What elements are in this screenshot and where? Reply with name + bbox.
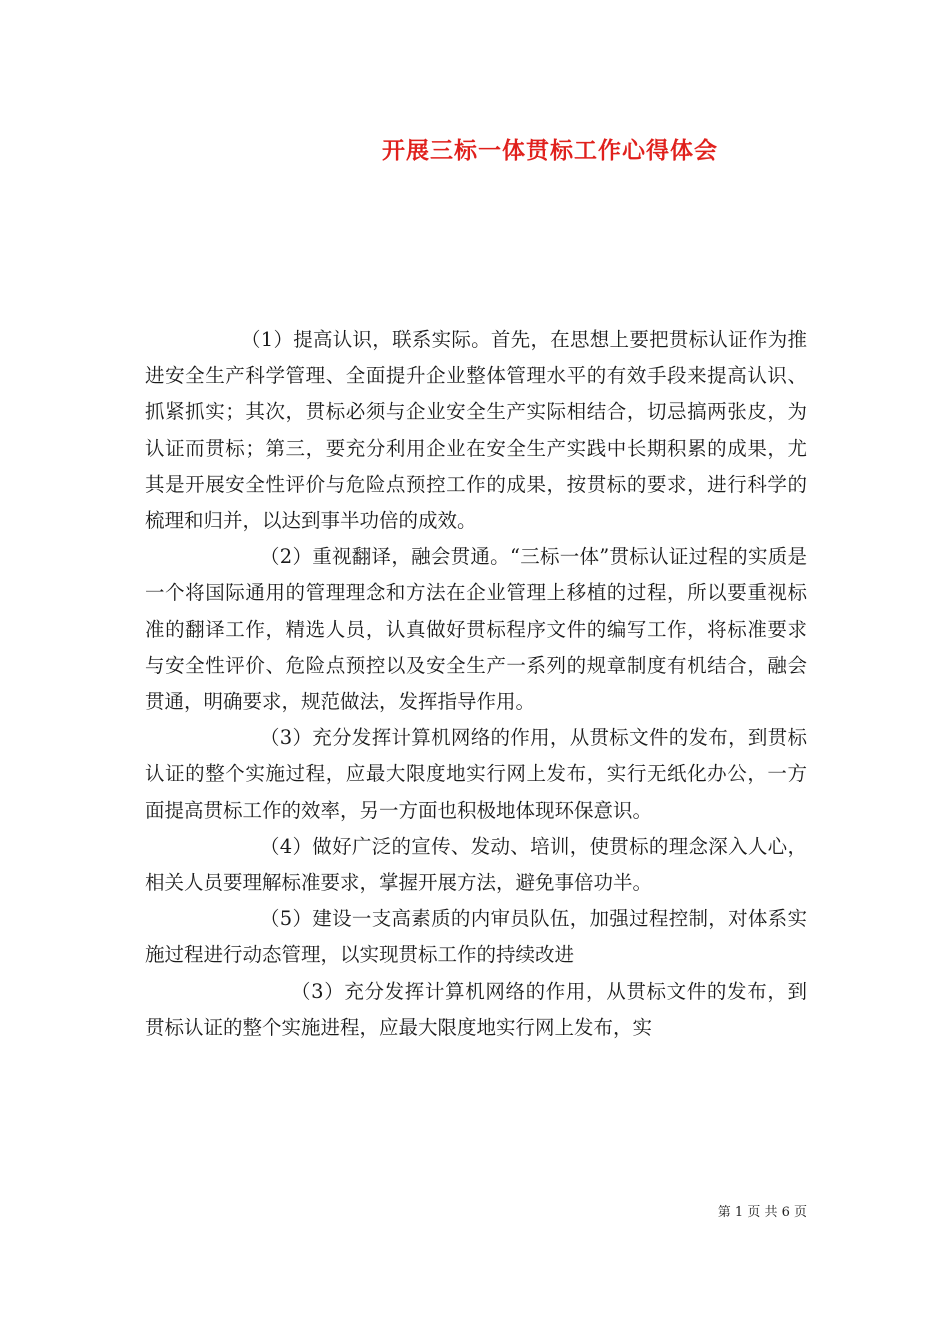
document-title: 开展三标一体贯标工作心得体会: [382, 137, 718, 164]
paragraph-2: （2）重视翻译，融会贯通。“三标一体”贯标认证过程的实质是一个将国际通用的管理理念和方法在企业管理上移植的过程，所以要重视标准的翻译工作，精选人员，认真做好贯标程序文件的编写工作，将标准要求与安全性评价、危险点预控以及安全生产一系列的规章制度有机结合，融会贯通，明确要求，规范做法，发挥指导作用。: [145, 545, 807, 714]
paragraph-4: （4）做好广泛的宣传、发动、培训，使贯标的理念深入人心，相关人员要理解标准要求，掌握开展方法，避免事倍功半。: [145, 834, 807, 895]
paragraph-6: （3）充分发挥计算机网络的作用，从贯标文件的发布，到贯标认证的整个实施进程，应最大限度地实行网上发布，实: [145, 979, 807, 1039]
paragraph-1: （1）提高认识，联系实际。首先，在思想上要把贯标认证作为推进安全生产科学管理、全面提升企业整体管理水平的有效手段来提高认识、抓紧抓实；其次，贯标必须与企业安全生产实际相结合，切忌搞两张皮，为认证而贯标；第三，要充分利用企业在安全生产实践中长期积累的成果，尤其是开展安全性评价与危险点预控工作的成果，按贯标的要求，进行科学的梳理和归并，以达到事半功倍的成效。: [145, 328, 807, 533]
paragraph-3: （3）充分发挥计算机网络的作用，从贯标文件的发布，到贯标认证的整个实施过程，应最大限度地实行网上发布，实行无纸化办公，一方面提高贯标工作的效率，另一方面也积极地体现环保意识。: [145, 726, 807, 822]
paragraph-5: （5）建设一支高素质的内审员队伍，加强过程控制，对体系实施过程进行动态管理，以实现贯标工作的持续改进: [145, 907, 807, 967]
document-body: [145, 322, 807, 1046]
page-number: 第 1 页 共 6 页: [717, 1205, 807, 1220]
